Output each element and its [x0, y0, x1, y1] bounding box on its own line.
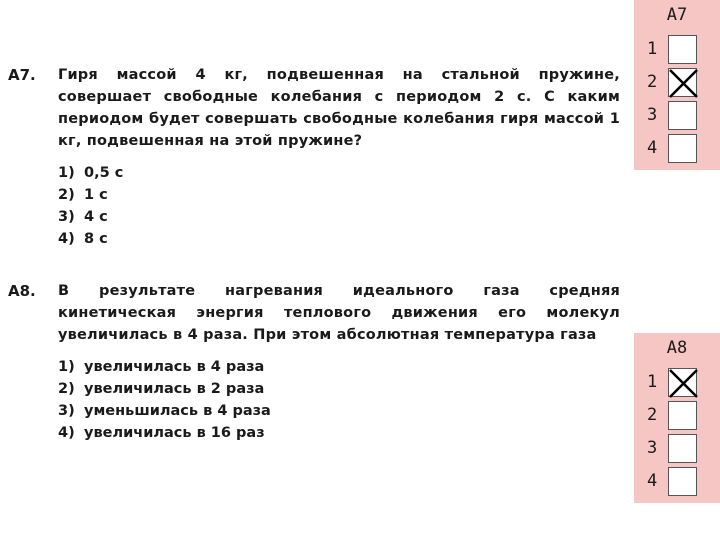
answer-slot-4 [634, 467, 720, 497]
answer-slot-4 [634, 134, 720, 164]
cross-mark-icon [667, 367, 700, 400]
answer-slot-2 [634, 401, 720, 431]
answer-slot-1 [634, 35, 720, 65]
answer-slot-label: 3 [647, 105, 658, 125]
option-2 [58, 378, 620, 400]
option-1 [58, 356, 620, 378]
answer-checkbox[interactable] [668, 467, 697, 496]
option-label: 8 с [84, 231, 108, 247]
options-list [58, 356, 620, 444]
answer-checkbox[interactable] [668, 368, 697, 397]
option-label: увеличилась в 16 раз [84, 425, 265, 441]
option-label: 0,5 с [84, 165, 124, 181]
answer-slot-label: 4 [647, 138, 658, 158]
option-index: 1) [58, 359, 75, 375]
question-number: A7. [8, 66, 36, 84]
options-list [58, 162, 620, 250]
question-a7 [8, 64, 620, 250]
answer-slot-label: 2 [647, 72, 658, 92]
question-text: Гиря массой 4 кг, подвешенная на стальной пружине, совершает свободные колебания с периодом 2 с. С каким периодом будет совершать свободные колебания гиря массой 1 кг, подвешенная на этой пружине? [58, 67, 620, 149]
answer-panel-a7 [634, 0, 720, 170]
option-label: 1 с [84, 187, 108, 203]
cross-mark-icon [667, 67, 700, 100]
option-3 [58, 400, 620, 422]
option-index: 2) [58, 187, 75, 203]
option-index: 2) [58, 381, 75, 397]
option-4 [58, 422, 620, 444]
option-label: уменьшилась в 4 раза [84, 403, 271, 419]
option-label: увеличилась в 2 раза [84, 381, 265, 397]
answer-slot-3 [634, 434, 720, 464]
answer-slot-label: 4 [647, 471, 658, 491]
question-text: В результате нагревания идеального газа средняя кинетическая энергия теплового движения его молекул увеличилась в 4 раза. При этом абсолютная температура газа [58, 283, 620, 343]
answer-checkbox[interactable] [668, 68, 697, 97]
answer-slot-label: 3 [647, 438, 658, 458]
option-4 [58, 228, 620, 250]
answer-slot-2 [634, 68, 720, 98]
option-index: 3) [58, 209, 75, 225]
answer-slot-label: 1 [647, 39, 658, 59]
answer-panel-title: A7 [666, 5, 688, 25]
answer-slot-1 [634, 368, 720, 398]
answer-panel-a8 [634, 333, 720, 503]
answer-slot-label: 1 [647, 372, 658, 392]
answer-checkbox[interactable] [668, 134, 697, 163]
option-3 [58, 206, 620, 228]
option-label: 4 с [84, 209, 108, 225]
answer-slot-label: 2 [647, 405, 658, 425]
answer-checkbox[interactable] [668, 101, 697, 130]
option-index: 4) [58, 425, 75, 441]
option-index: 4) [58, 231, 75, 247]
option-index: 3) [58, 403, 75, 419]
answer-checkbox[interactable] [668, 35, 697, 64]
option-1 [58, 162, 620, 184]
option-2 [58, 184, 620, 206]
answer-checkbox[interactable] [668, 401, 697, 430]
answer-panel-title: A8 [666, 338, 688, 358]
answer-checkbox[interactable] [668, 434, 697, 463]
option-index: 1) [58, 165, 75, 181]
answer-slot-3 [634, 101, 720, 131]
question-a8 [8, 280, 620, 444]
question-number: A8. [8, 282, 36, 300]
option-label: увеличилась в 4 раза [84, 359, 265, 375]
